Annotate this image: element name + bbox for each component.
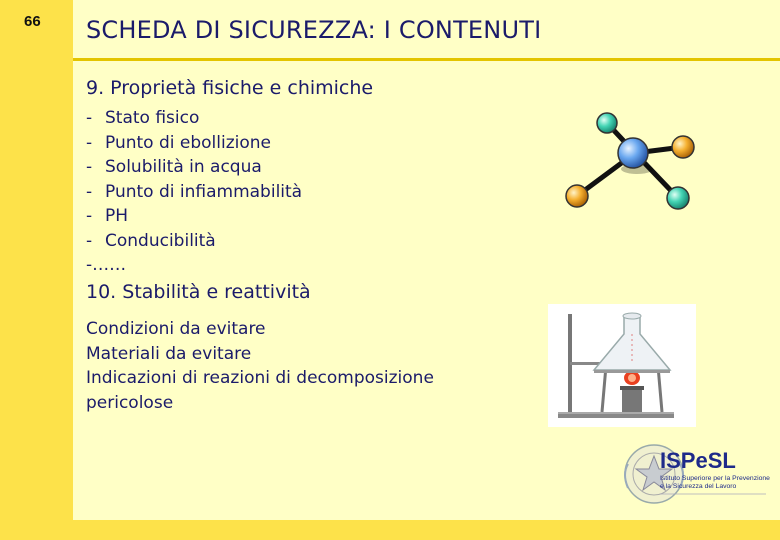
slide-number: 66 [24, 13, 41, 30]
molecule-illustration [555, 105, 705, 217]
logo-subtitle-line1: Istituto Superiore per la Prevenzione [660, 475, 770, 482]
list-item: Condizioni da evitare [86, 319, 266, 339]
list-item-ellipsis: -…… [86, 255, 127, 275]
atom-left [566, 185, 588, 207]
atom-bottom [667, 187, 689, 209]
atom-center [618, 138, 648, 168]
ispesl-logo [616, 432, 780, 520]
slide-title: SCHEDA DI SICUREZZA: I CONTENUTI [86, 16, 542, 44]
list-item: Materiali da evitare [86, 343, 252, 364]
atom-right [672, 136, 694, 158]
section-10-list [86, 317, 434, 415]
list-item: Indicazioni di reazioni di decomposizione [86, 368, 434, 388]
left-sidebar-band [0, 0, 73, 540]
list-item: - Solubilità in acqua [86, 157, 262, 177]
atom-top [597, 113, 617, 133]
list-item: - Punto di infiammabilità [86, 181, 303, 202]
section-9-list [86, 106, 302, 278]
lab-apparatus-illustration [548, 304, 696, 427]
list-item: - PH [86, 206, 129, 226]
list-item: - Conducibilità [86, 230, 216, 251]
bottom-band [73, 520, 780, 540]
list-item: - Stato fisico [86, 108, 200, 128]
list-item: - Punto di ebollizione [86, 132, 271, 153]
list-item: pericolose [86, 392, 174, 413]
title-divider [73, 58, 780, 61]
section-10-heading: 10. Stabilità e reattività [86, 281, 311, 303]
section-9-heading: 9. Proprietà fisiche e chimiche [86, 77, 374, 99]
logo-brand-text: ISPeSL [660, 448, 736, 473]
logo-subtitle-line2: e la Sicurezza del Lavoro [660, 483, 737, 490]
